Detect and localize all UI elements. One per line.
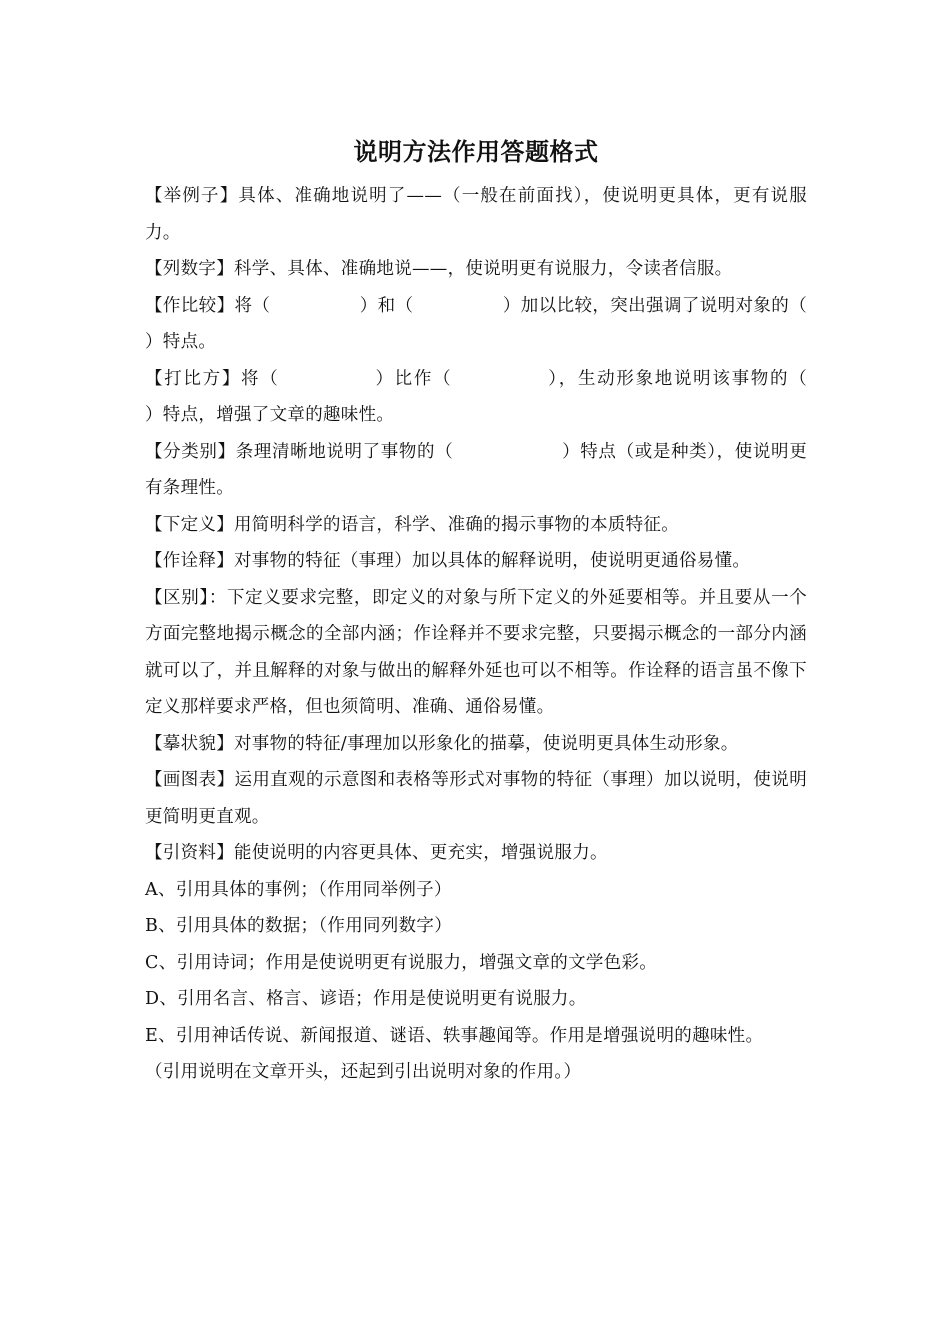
paragraph-label: 【引资料】 [145, 843, 234, 863]
paragraph-example [145, 178, 807, 251]
paragraph-text: ：下定义要求完整，即定义的对象与所下定义的外延要相等。并且要从一个方面完整地揭示概念的全部内涵；作诠释并不要求完整，只要揭示概念的一部分内涵就可以了，并且解释的对象与做出的解释外延也可以不相等。作诠释的语言虽不像下定义那样要求严格，但也须简明、准确、通俗易懂。 [145, 587, 808, 717]
paragraph-charts [145, 762, 807, 835]
paragraph-label: 【摹状貌】 [145, 733, 234, 754]
paragraph-metaphor [145, 361, 897, 434]
list-item-b [145, 908, 807, 945]
paragraph-text: 具体、准确地说明了——（一般在前面找），使说明更具体，更有说服力。 [145, 186, 807, 243]
paragraph-text: 用简明科学的语言，科学、准确的揭示事物的本质特征。 [234, 514, 679, 535]
paragraph-text: 将（ ）比作（ ），生动形象地说明该事物的（ ）特点，增强了文章的趣味性。 [145, 368, 897, 425]
paragraph-interpretation [145, 543, 807, 580]
document-page [145, 132, 897, 1091]
paragraph-numbers [145, 251, 807, 288]
paragraph-label: 【画图表】 [145, 770, 235, 790]
paragraph-label: 【分类别】 [145, 441, 236, 462]
paragraph-classification [145, 434, 807, 507]
paragraph-text: D、引用名言、格言、谚语；作用是使说明更有说服力。 [145, 989, 587, 1009]
list-item-e [145, 1018, 807, 1055]
paragraph-label: 【作诠释】 [145, 551, 234, 571]
paragraph-text: 科学、具体、准确地说——，使说明更有说服力，令读者信服。 [234, 259, 733, 279]
list-item-a [145, 872, 807, 909]
paragraph-text: E、引用神话传说、新闻报道、谜语、轶事趣闻等。作用是增强说明的趣味性。 [145, 1025, 764, 1046]
paragraph-label: 【打比方】 [145, 368, 242, 389]
paragraph-difference [145, 580, 807, 726]
paragraph-label: 【列数字】 [145, 259, 234, 279]
closing-note [145, 1054, 807, 1091]
paragraph-label: 【下定义】 [145, 514, 234, 535]
list-item-c [145, 945, 807, 982]
paragraph-text: B、引用具体的数据；（作用同列数字） [145, 916, 453, 936]
paragraph-text: A、引用具体的事例；（作用同举例子） [145, 879, 452, 900]
paragraph-text: C、引用诗词；作用是使说明更有说服力，增强文章的文学色彩。 [145, 952, 658, 973]
paragraph-text: 能使说明的内容更具体、更充实，增强说服力。 [234, 843, 608, 863]
list-item-d [145, 981, 807, 1018]
paragraph-description [145, 726, 807, 763]
paragraph-label: 【举例子】 [145, 186, 239, 206]
document-title: 说明方法作用答题格式 [353, 138, 599, 166]
paragraph-text: 对事物的特征（事理）加以具体的解释说明，使说明更通俗易懂。 [234, 551, 751, 571]
paragraph-text: （引用说明在文章开头，还起到引出说明对象的作用。） [145, 1062, 582, 1082]
paragraph-comparison [145, 288, 861, 361]
paragraph-text: 将（ ）和（ ）加以比较，突出强调了说明对象的（ ）特点。 [145, 295, 861, 352]
paragraph-citation [145, 835, 807, 872]
paragraph-definition [145, 507, 807, 544]
paragraph-text: 条理清晰地说明了事物的（ ）特点（或是种类），使说明更有条理性。 [145, 441, 807, 498]
paragraph-label: 【作比较】 [145, 295, 235, 316]
paragraph-text: 对事物的特征/事理加以形象化的描摹，使说明更具体生动形象。 [234, 733, 739, 754]
paragraph-label: 【区别】 [145, 587, 209, 608]
paragraph-text: 运用直观的示意图和表格等形式对事物的特征（事理）加以说明，使说明更简明更直观。 [145, 770, 808, 827]
